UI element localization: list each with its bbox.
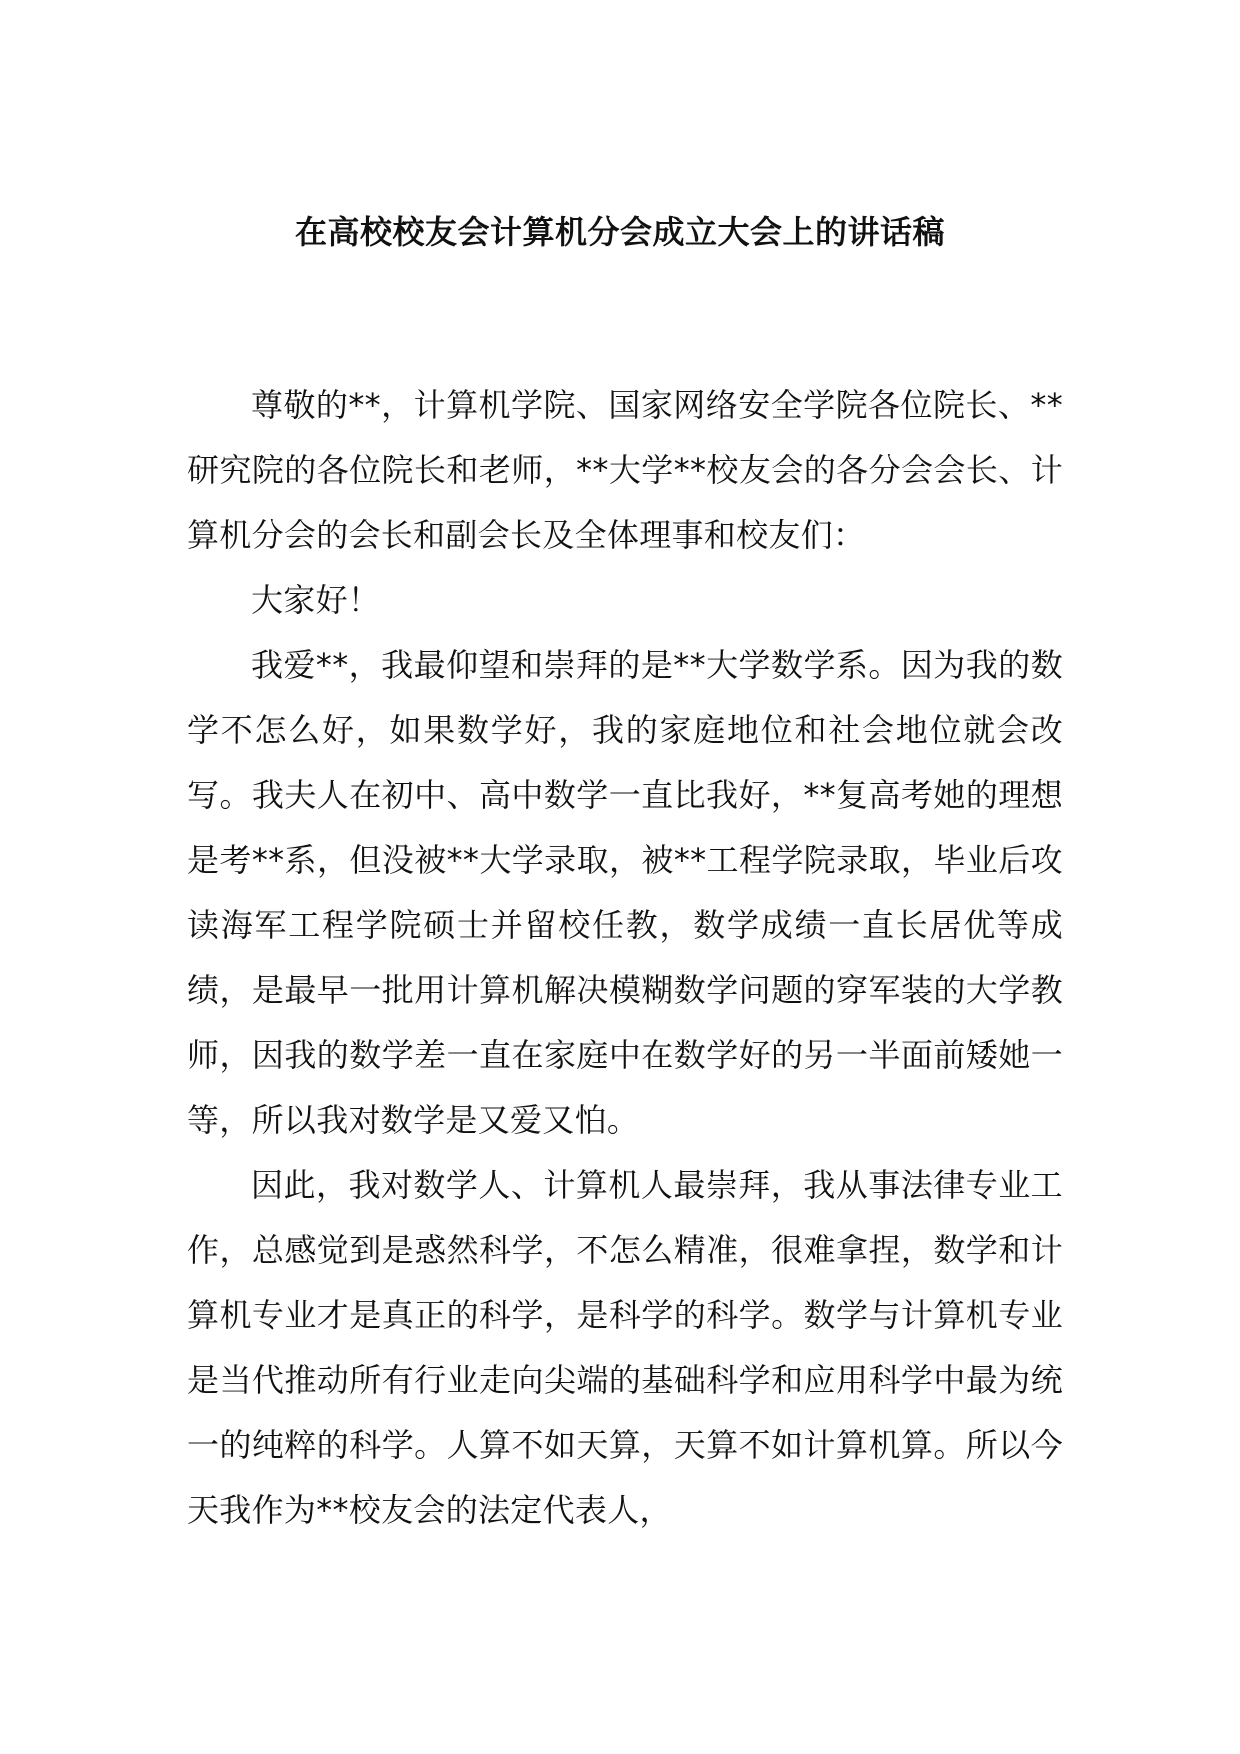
document-body (187, 373, 1063, 1543)
paragraph-greeting: 大家好！ (251, 581, 381, 619)
document-title: 在高校校友会计算机分会成立大会上的讲话稿 (294, 213, 945, 251)
paragraph-science: 因此，我对数学人、计算机人最崇拜，我从事法律专业工作，总感觉到是惑然科学，不怎么精准，很难拿捏，数学和计算机专业才是真正的科学，是科学的科学。数学与计算机专业是当代推动所有行业走向尖端的基础科学和应用科学中最为统一的纯粹的科学。人算不如天算，天算不如计算机算。所以今天我作为**校友会的法定代表人， (187, 1166, 1063, 1529)
paragraph-math-story: 我爱**，我最仰望和崇拜的是**大学数学系。因为我的数学不怎么好，如果数学好，我的家庭地位和社会地位就会改写。我夫人在初中、高中数学一直比我好，**复高考她的理想是考**系，但没被**大学录取，被**工程学院录取，毕业后攻读海军工程学院硕士并留校任教，数学成绩一直长居优等成绩，是最早一批用计算机解决模糊数学问题的穿军装的大学教师，因我的数学差一直在家庭中在数学好的另一半面前矮她一等，所以我对数学是又爱又怕。 (187, 646, 1063, 1139)
paragraph-salutation: 尊敬的**，计算机学院、国家网络安全学院各位院长、**研究院的各位院长和老师，**大学**校友会的各分会会长、计算机分会的会长和副会长及全体理事和校友们： (187, 386, 1063, 554)
